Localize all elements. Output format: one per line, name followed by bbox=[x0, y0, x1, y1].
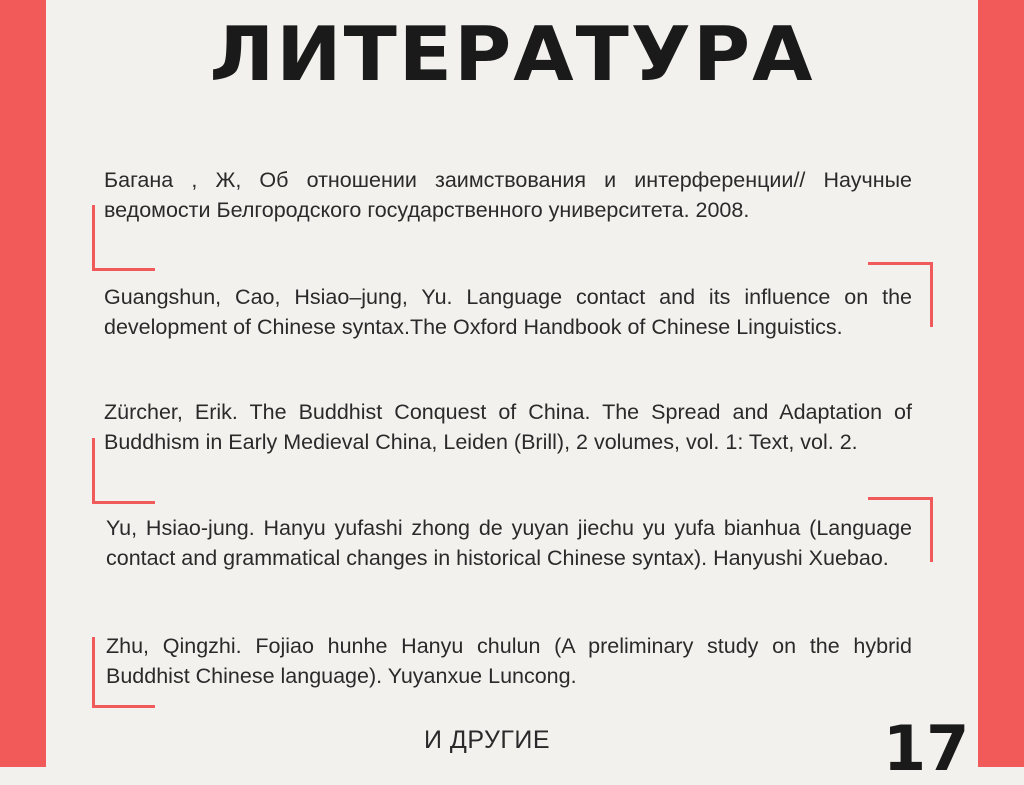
reference-item: Yu, Hsiao-jung. Hanyu yufashi zhong de yuyan jiechu yu yufa bianhua (Language contact and grammatical changes in historical Chinese syntax). Hanyushi Xuebao. bbox=[106, 516, 912, 570]
corner-bracket-decoration bbox=[868, 262, 933, 327]
slide-title: ЛИТЕРАТУРА bbox=[209, 11, 815, 99]
corner-bracket-decoration bbox=[92, 205, 155, 271]
reference-item: Guangshun, Cao, Hsiao–jung, Yu. Language contact and its influence on the development of Chinese syntax.The Oxford Handbook of Chinese Linguistics. bbox=[104, 285, 912, 339]
corner-bracket-decoration bbox=[92, 438, 155, 504]
others-label: И ДРУГИЕ bbox=[423, 726, 551, 754]
corner-bracket-decoration bbox=[868, 497, 933, 562]
corner-bracket-decoration bbox=[92, 637, 155, 708]
reference-item: Zhu, Qingzhi. Fojiao hunhe Hanyu chulun (A preliminary study on the hybrid Buddhist Chinese language). Yuyanxue Luncong. bbox=[106, 634, 912, 688]
reference-item: Багана , Ж, Об отношении заимствования и интерференции// Научные ведомости Белгородского государственного университета. 2008. bbox=[104, 168, 912, 222]
page-number: 17 bbox=[883, 712, 970, 785]
right-accent-bar bbox=[978, 0, 1024, 767]
left-accent-bar bbox=[0, 0, 46, 767]
reference-item: Zürcher, Erik. The Buddhist Conquest of China. The Spread and Adaptation of Buddhism in Early Medieval China, Leiden (Brill), 2 volumes, vol. 1: Text, vol. 2. bbox=[104, 400, 912, 454]
